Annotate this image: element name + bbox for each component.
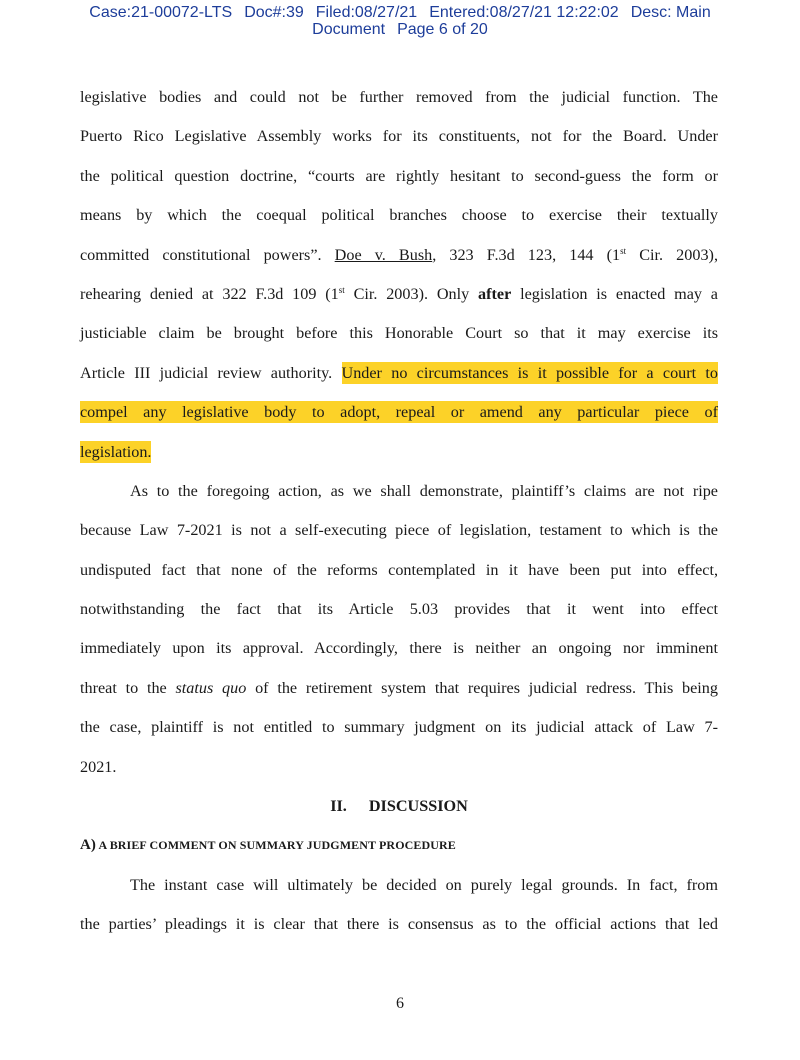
text-fragment: threat to the [80, 678, 176, 697]
text-line [80, 393, 718, 432]
doc-number: Doc#:39 [244, 4, 304, 21]
text-line: immediately upon its approval. Accordingly, there is neither an ongoing nor imminent [80, 639, 718, 658]
text-fragment: committed constitutional powers”. [80, 245, 335, 264]
text-line: Puerto Rico Legislative Assembly works for its constituents, not for the Board. Under [80, 127, 718, 146]
text-fragment: legislation is enacted may a [511, 284, 718, 303]
case-number: Case:21-00072-LTS [89, 4, 233, 21]
text-fragment: rehearing denied at 322 F.3d 109 (1 [80, 284, 339, 303]
text-fragment: of the retirement system that requires judicial redress. This being [246, 678, 718, 697]
ordinal-superscript: st [338, 284, 345, 295]
section-number: II. [330, 797, 347, 816]
text-line: The instant case will ultimately be decided on purely legal grounds. In fact, from [130, 875, 718, 894]
text-fragment: Cir. 2003), [626, 245, 718, 264]
section-heading [80, 787, 718, 826]
emphasis-italic: status quo [175, 678, 247, 697]
text-line: notwithstanding the fact that its Article 5.03 provides that it went into effect [80, 600, 718, 619]
text-line: the case, plaintiff is not entitled to summary judgment on its judicial attack of Law 7- [80, 718, 718, 737]
text-line [80, 354, 718, 393]
text-line: As to the foregoing action, as we shall demonstrate, plaintiff’s claims are not ripe [130, 481, 718, 500]
text-line: legislative bodies and could not be further removed from the judicial function. The [80, 88, 718, 106]
text-line [80, 236, 718, 275]
highlighted-text: compel any legislative body to adopt, repeal or amend any particular piece of [80, 403, 718, 422]
ecf-header-row1 [0, 4, 800, 21]
subsection-title: A BRIEF COMMENT ON SUMMARY JUDGMENT PROCEDURE [98, 838, 456, 853]
text-line: the political question doctrine, “courts are rightly hesitant to second-guess the form or [80, 166, 718, 185]
ecf-header [0, 4, 800, 38]
text-line: the parties’ pleadings it is clear that there is consensus as to the official actions that led [80, 915, 718, 934]
ordinal-superscript: st [620, 245, 627, 256]
text-line [80, 669, 718, 708]
filed-date: Filed:08/27/21 [315, 4, 418, 21]
document-label: Document [312, 21, 386, 38]
text-line: undisputed fact that none of the reforms contemplated in it have been put into effect, [80, 560, 718, 579]
page-number: 6 [396, 995, 404, 1012]
text-fragment: Cir. 2003). Only [344, 284, 479, 303]
highlighted-text: legislation. [80, 442, 152, 461]
document-body [80, 78, 718, 945]
entered-date: Entered:08/27/21 12:22:02 [429, 4, 619, 21]
paragraph-political-question [80, 78, 718, 472]
ecf-header-row2 [0, 21, 800, 38]
subsection-letter: A) [80, 837, 97, 854]
section-title: DISCUSSION [368, 797, 468, 816]
paragraph-summary-judgment [80, 866, 718, 945]
text-line: justiciable claim be brought before this Honorable Court so that it may exercise its [80, 324, 718, 343]
description: Desc: Main [630, 4, 711, 21]
highlighted-text: Under no circumstances is it possible for a court to [341, 363, 719, 382]
text-line: because Law 7-2021 is not a self-executing piece of legislation, testament to which is the [80, 521, 718, 540]
text-line: means by which the coequal political branches choose to exercise their textually [80, 206, 718, 225]
text-line: 2021. [80, 757, 117, 776]
text-fragment: , 323 F.3d 123, 144 (1 [432, 245, 621, 264]
text-line [80, 275, 718, 314]
text-fragment: Article III judicial review authority. [80, 363, 342, 382]
page-indicator: Page 6 of 20 [397, 21, 488, 38]
text-line [80, 433, 718, 472]
emphasis-bold: after [478, 284, 512, 303]
paragraph-ripeness [80, 472, 718, 787]
case-citation: Doe v. Bush [334, 245, 433, 264]
subsection-heading [80, 826, 718, 865]
